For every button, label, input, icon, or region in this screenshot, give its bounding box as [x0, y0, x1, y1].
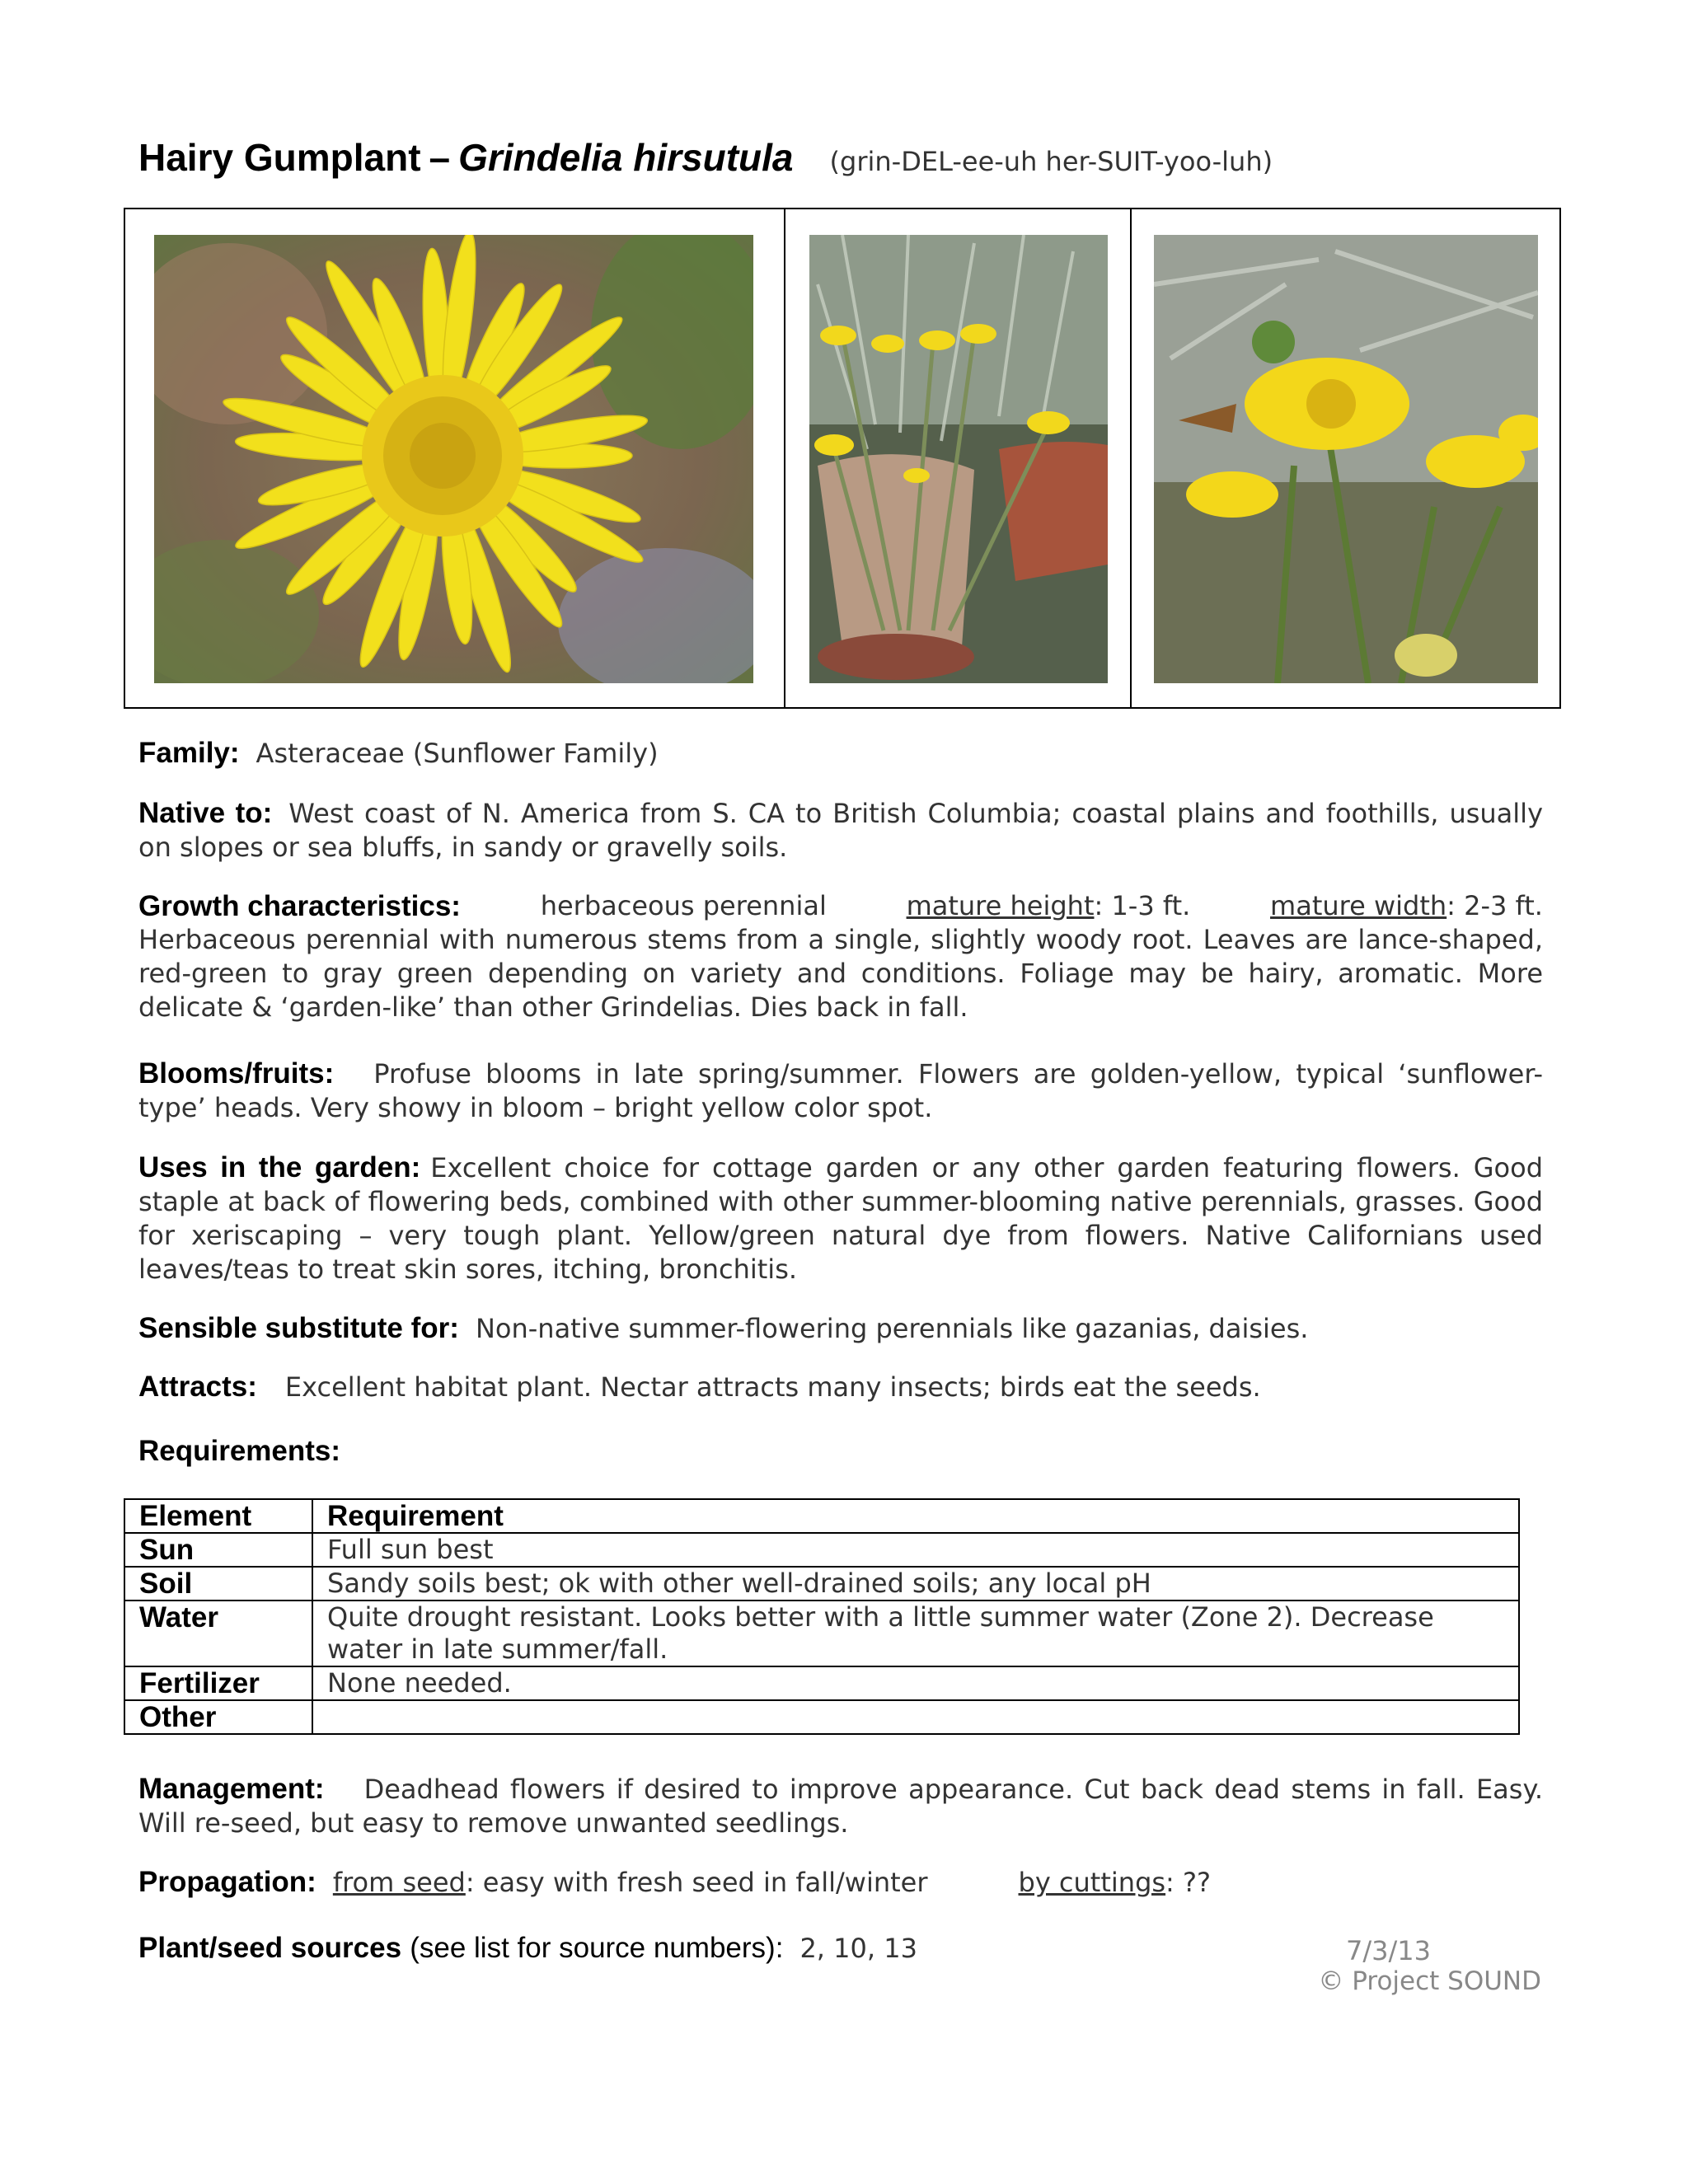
- row-element: Soil: [124, 1567, 312, 1601]
- photo-cell-1: [125, 209, 784, 707]
- growth-label: Growth characteristics:: [138, 890, 461, 922]
- sources-note: (see list for source numbers):: [410, 1932, 784, 1964]
- blooms-label: Blooms/fruits:: [138, 1057, 335, 1090]
- uses-text: Excellent choice for cottage garden or any other garden featuring flowers. Good staple at back of flowering beds, combined with other summer-blooming native perennials, grasses. Good for xeriscaping – very tough plant. Yellow/green natural dye from flowers. Native Californians used leaves/teas to treat skin sores, itching, bronchitis.: [138, 1152, 1544, 1285]
- native-label: Native to:: [138, 797, 273, 829]
- sources-label: Plant/seed sources: [138, 1932, 402, 1964]
- title-dash: –: [429, 136, 451, 179]
- mature-height-label: mature height: [906, 890, 1095, 921]
- header-element: Element: [124, 1499, 312, 1533]
- attracts-section: [138, 1370, 1543, 1404]
- from-seed-text: : easy with fresh seed in fall/winter: [465, 1867, 928, 1898]
- growth-first-line: [138, 889, 1543, 923]
- row-element: Fertilizer: [124, 1666, 312, 1700]
- management-label: Management:: [138, 1773, 325, 1805]
- requirements-label: Requirements:: [138, 1435, 341, 1467]
- blooms-section: [138, 1057, 1543, 1125]
- by-cuttings-label: by cuttings: [1018, 1867, 1166, 1898]
- table-row: [124, 1666, 1519, 1700]
- family-text: Asteraceae (Sunflower Family): [256, 738, 659, 769]
- requirements-heading: [138, 1434, 1543, 1469]
- photo-cell-3: [1130, 209, 1559, 707]
- pronunciation: (grin-DEL-ee-uh her-SUIT-yoo-luh): [829, 146, 1273, 177]
- row-requirement: [312, 1700, 1519, 1734]
- row-requirement: Sandy soils best; ok with other well-drained soils; any local pH: [312, 1567, 1519, 1601]
- page-title: [138, 135, 1273, 180]
- requirements-table: [124, 1498, 1520, 1735]
- mature-width: [1270, 889, 1543, 923]
- attracts-text: Excellent habitat plant. Nectar attracts many insects; birds eat the seeds.: [284, 1371, 1261, 1403]
- mature-width-label: mature width: [1270, 890, 1447, 921]
- uses-section: [138, 1151, 1543, 1286]
- table-row: [124, 1700, 1519, 1734]
- from-seed-label: from seed: [332, 1867, 466, 1898]
- management-text: Deadhead flowers if desired to improve appearance. Cut back dead stems in fall. Easy. Will re-seed, but easy to remove unwanted seedlings.: [138, 1774, 1543, 1839]
- potted-plants-photo: [809, 235, 1108, 683]
- sources-section: [138, 1931, 1543, 1966]
- propagation-label: Propagation:: [138, 1866, 316, 1898]
- revision-date: 7/3/13: [1346, 1935, 1431, 1966]
- native-section: [138, 796, 1543, 865]
- row-requirement: Full sun best: [312, 1533, 1519, 1567]
- family-label: Family:: [138, 737, 240, 769]
- row-requirement: Quite drought resistant. Looks better with a little summer water (Zone 2). Decrease water in late summer/fall.: [312, 1601, 1519, 1666]
- substitute-section: [138, 1311, 1543, 1346]
- uses-label: Uses in the garden:: [138, 1151, 421, 1183]
- flower-closeup-photo: [154, 235, 753, 683]
- table-row: [124, 1533, 1519, 1567]
- attracts-label: Attracts:: [138, 1371, 257, 1403]
- copyright: © Project SOUND: [1318, 1966, 1541, 1996]
- substitute-label: Sensible substitute for:: [138, 1312, 459, 1344]
- propagation-section: [138, 1865, 1543, 1900]
- header-requirement: Requirement: [312, 1499, 1519, 1533]
- scientific-name: Grindelia hirsutula: [458, 136, 794, 179]
- growth-section: [138, 889, 1543, 1024]
- growth-text: Herbaceous perennial with numerous stems from a single, slightly woody root. Leaves are lance-shaped, red-green to gray green depending on variety and conditions. Foliage may be hairy, aromatic. More delicate & ‘garden-like’ than other Grindelias. Dies back in fall.: [138, 924, 1543, 1023]
- native-text: West coast of N. America from S. CA to British Columbia; coastal plains and foothills, usually on slopes or sea bluffs, in sandy or gravelly soils.: [138, 798, 1544, 863]
- row-element: Water: [124, 1601, 312, 1666]
- sources-value: 2, 10, 13: [799, 1933, 917, 1964]
- photo-cell-2: [784, 209, 1130, 707]
- family-section: [138, 736, 1543, 771]
- growth-type: herbaceous perennial: [540, 890, 827, 921]
- photo-strip: [124, 208, 1561, 709]
- table-row: [124, 1601, 1519, 1666]
- by-cuttings-text: : ??: [1165, 1867, 1211, 1898]
- substitute-text: Non-native summer-flowering perennials like gazanias, daisies.: [475, 1313, 1309, 1344]
- butterfly-flowers-photo: [1154, 235, 1538, 683]
- mature-width-value: : 2-3 ft.: [1447, 890, 1543, 921]
- mature-height-value: : 1-3 ft.: [1094, 890, 1191, 921]
- management-section: [138, 1772, 1543, 1840]
- table-header-row: [124, 1499, 1519, 1533]
- row-requirement: None needed.: [312, 1666, 1519, 1700]
- table-row: [124, 1567, 1519, 1601]
- blooms-text: Profuse blooms in late spring/summer. Flowers are golden-yellow, typical ‘sunflower-type’ heads. Very showy in bloom – bright yellow color spot.: [138, 1058, 1543, 1123]
- common-name: Hairy Gumplant: [138, 136, 421, 179]
- row-element: Sun: [124, 1533, 312, 1567]
- row-element: Other: [124, 1700, 312, 1734]
- mature-height: [907, 889, 1191, 923]
